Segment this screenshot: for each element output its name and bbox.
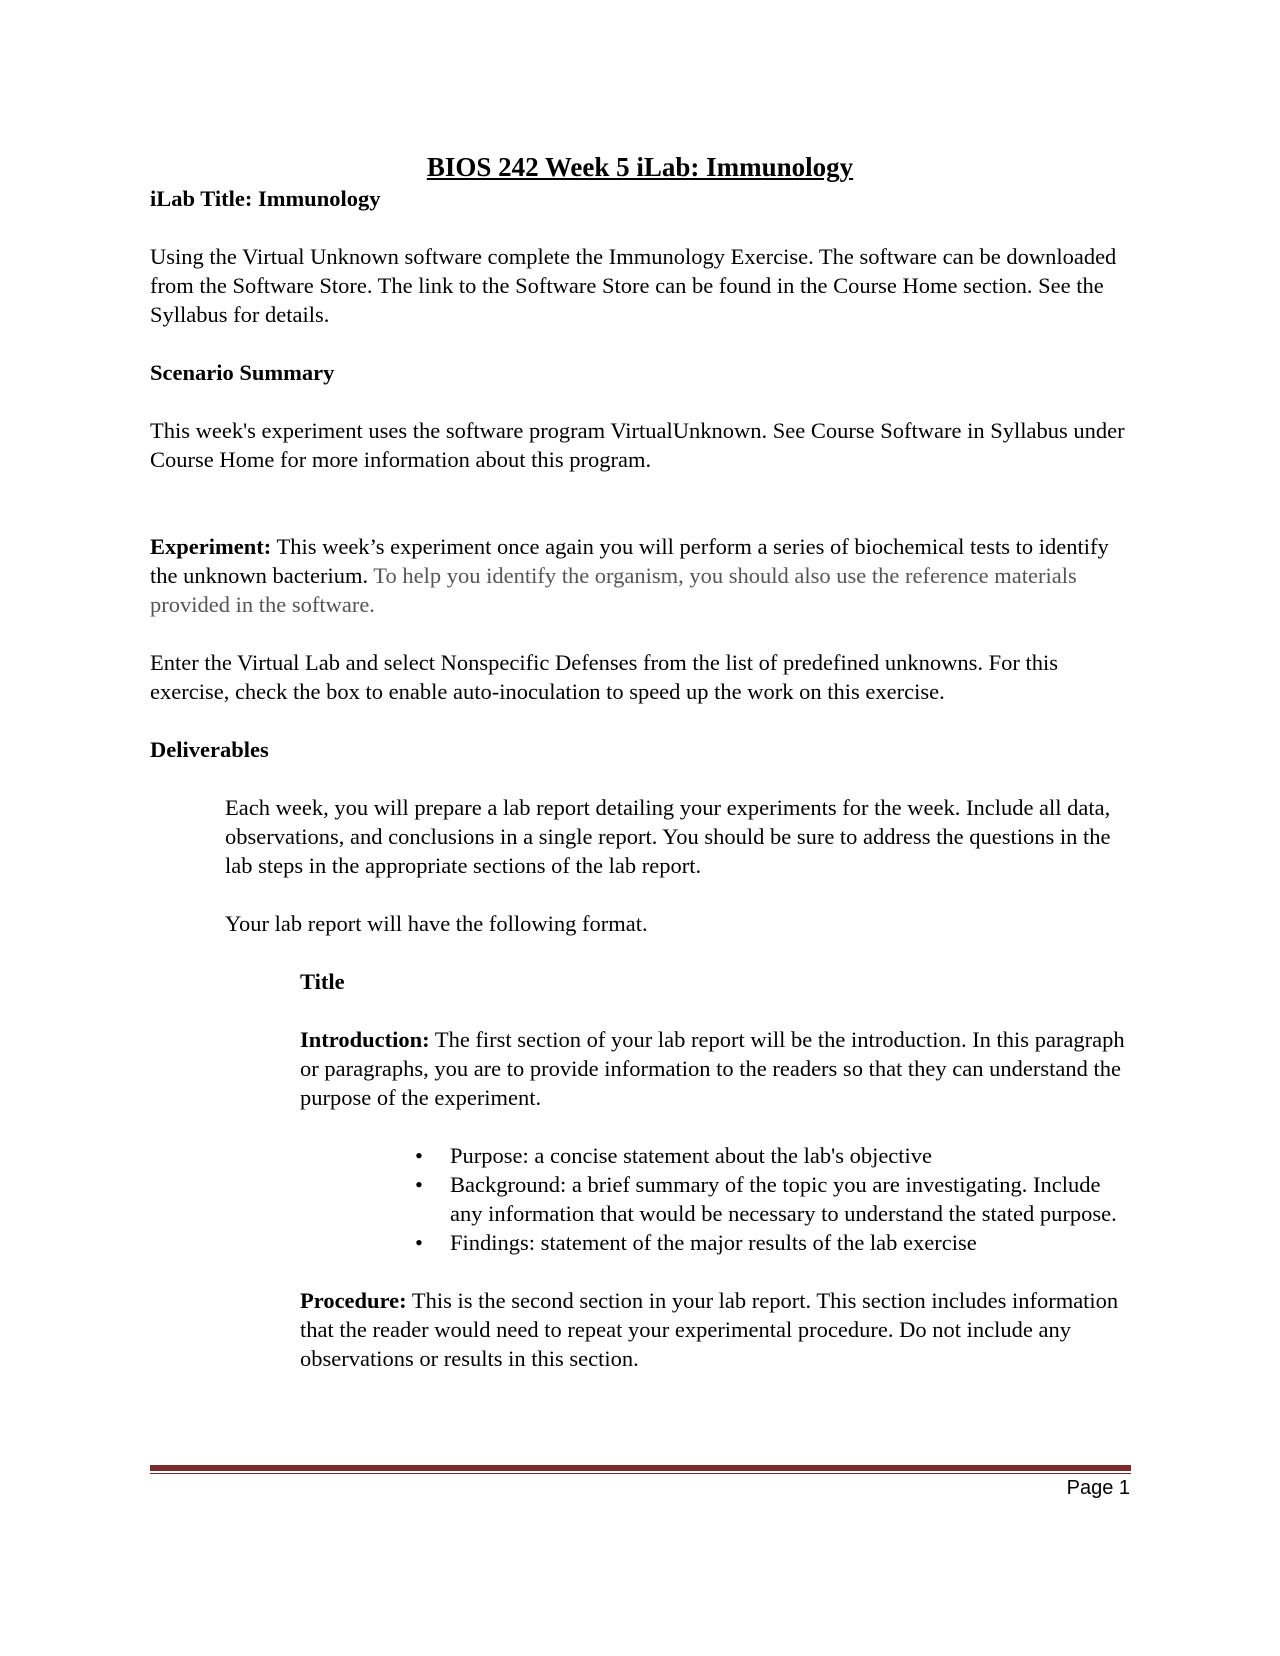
- experiment-text: This week’s experiment once again you will perform a series of biochemical tests to identify the unknown bacterium.: [150, 534, 1109, 588]
- list-item: [415, 1170, 1130, 1228]
- experiment-paragraph: [150, 532, 1130, 619]
- intro-paragraph: Using the Virtual Unknown software complete the Immunology Exercise. The software can be downloaded from the Software Store. The link to the Software Store can be found in the Course Home section. See the Syllabus for details.: [150, 244, 1117, 327]
- scenario-paragraph: This week's experiment uses the software program VirtualUnknown. See Course Software in Syllabus under Course Home for more information about this program.: [150, 418, 1125, 472]
- format-line: Your lab report will have the following format.: [225, 911, 648, 936]
- introduction-label: Introduction:: [300, 1027, 430, 1052]
- procedure-paragraph: [300, 1286, 1130, 1373]
- list-item: [415, 1141, 1130, 1170]
- footer-divider-thick: [150, 1465, 1131, 1471]
- footer-divider-thin: [150, 1473, 1131, 1474]
- document-title: BIOS 242 Week 5 iLab: Immunology: [426, 152, 854, 182]
- introduction-text: The first section of your lab report will be the introduction. In this paragraph or paragraphs, you are to provide information to the readers so that they can understand the purpose of the experiment.: [300, 1027, 1125, 1110]
- bullet-icon: •: [415, 1143, 423, 1168]
- procedure-label: Procedure:: [300, 1288, 407, 1313]
- scenario-heading: Scenario Summary: [150, 360, 335, 385]
- page-number: Page 1: [1066, 1477, 1130, 1499]
- experiment-muted-text: To help you identify the organism, you should also use the reference materials provided in the software.: [150, 563, 1077, 617]
- deliverables-paragraph: Each week, you will prepare a lab report detailing your experiments for the week. Include all data, observations, and conclusions in a single report. You should be sure to address the questions in the lab steps in the appropriate sections of the lab report.: [225, 795, 1111, 878]
- bullet-icon: •: [415, 1172, 423, 1197]
- list-item: [415, 1228, 1130, 1257]
- deliverables-heading: Deliverables: [150, 737, 269, 762]
- bullet-text: Purpose: a concise statement about the lab's objective: [450, 1143, 933, 1168]
- procedure-text: This is the second section in your lab report. This section includes information that the reader would need to repeat your experimental procedure. Do not include any observations or results in this section.: [300, 1288, 1119, 1371]
- bullet-text: Background: a brief summary of the topic you are investigating. Include any information that would be necessary to understand the stated purpose.: [450, 1172, 1117, 1226]
- introduction-paragraph: [300, 1025, 1130, 1112]
- experiment-label: Experiment:: [150, 534, 272, 559]
- ilab-title: iLab Title: Immunology: [150, 186, 381, 211]
- enter-lab-paragraph: Enter the Virtual Lab and select Nonspecific Defenses from the list of predefined unknowns. For this exercise, check the box to enable auto-inoculation to speed up the work on this exercise.: [150, 650, 1058, 704]
- bullet-text: Findings: statement of the major results of the lab exercise: [450, 1230, 977, 1255]
- introduction-bullet-list: [415, 1141, 1130, 1257]
- bullet-icon: •: [415, 1230, 423, 1255]
- footer-divider: [150, 1465, 1131, 1474]
- section-title-heading: Title: [300, 969, 345, 994]
- document-body: [150, 150, 1130, 1373]
